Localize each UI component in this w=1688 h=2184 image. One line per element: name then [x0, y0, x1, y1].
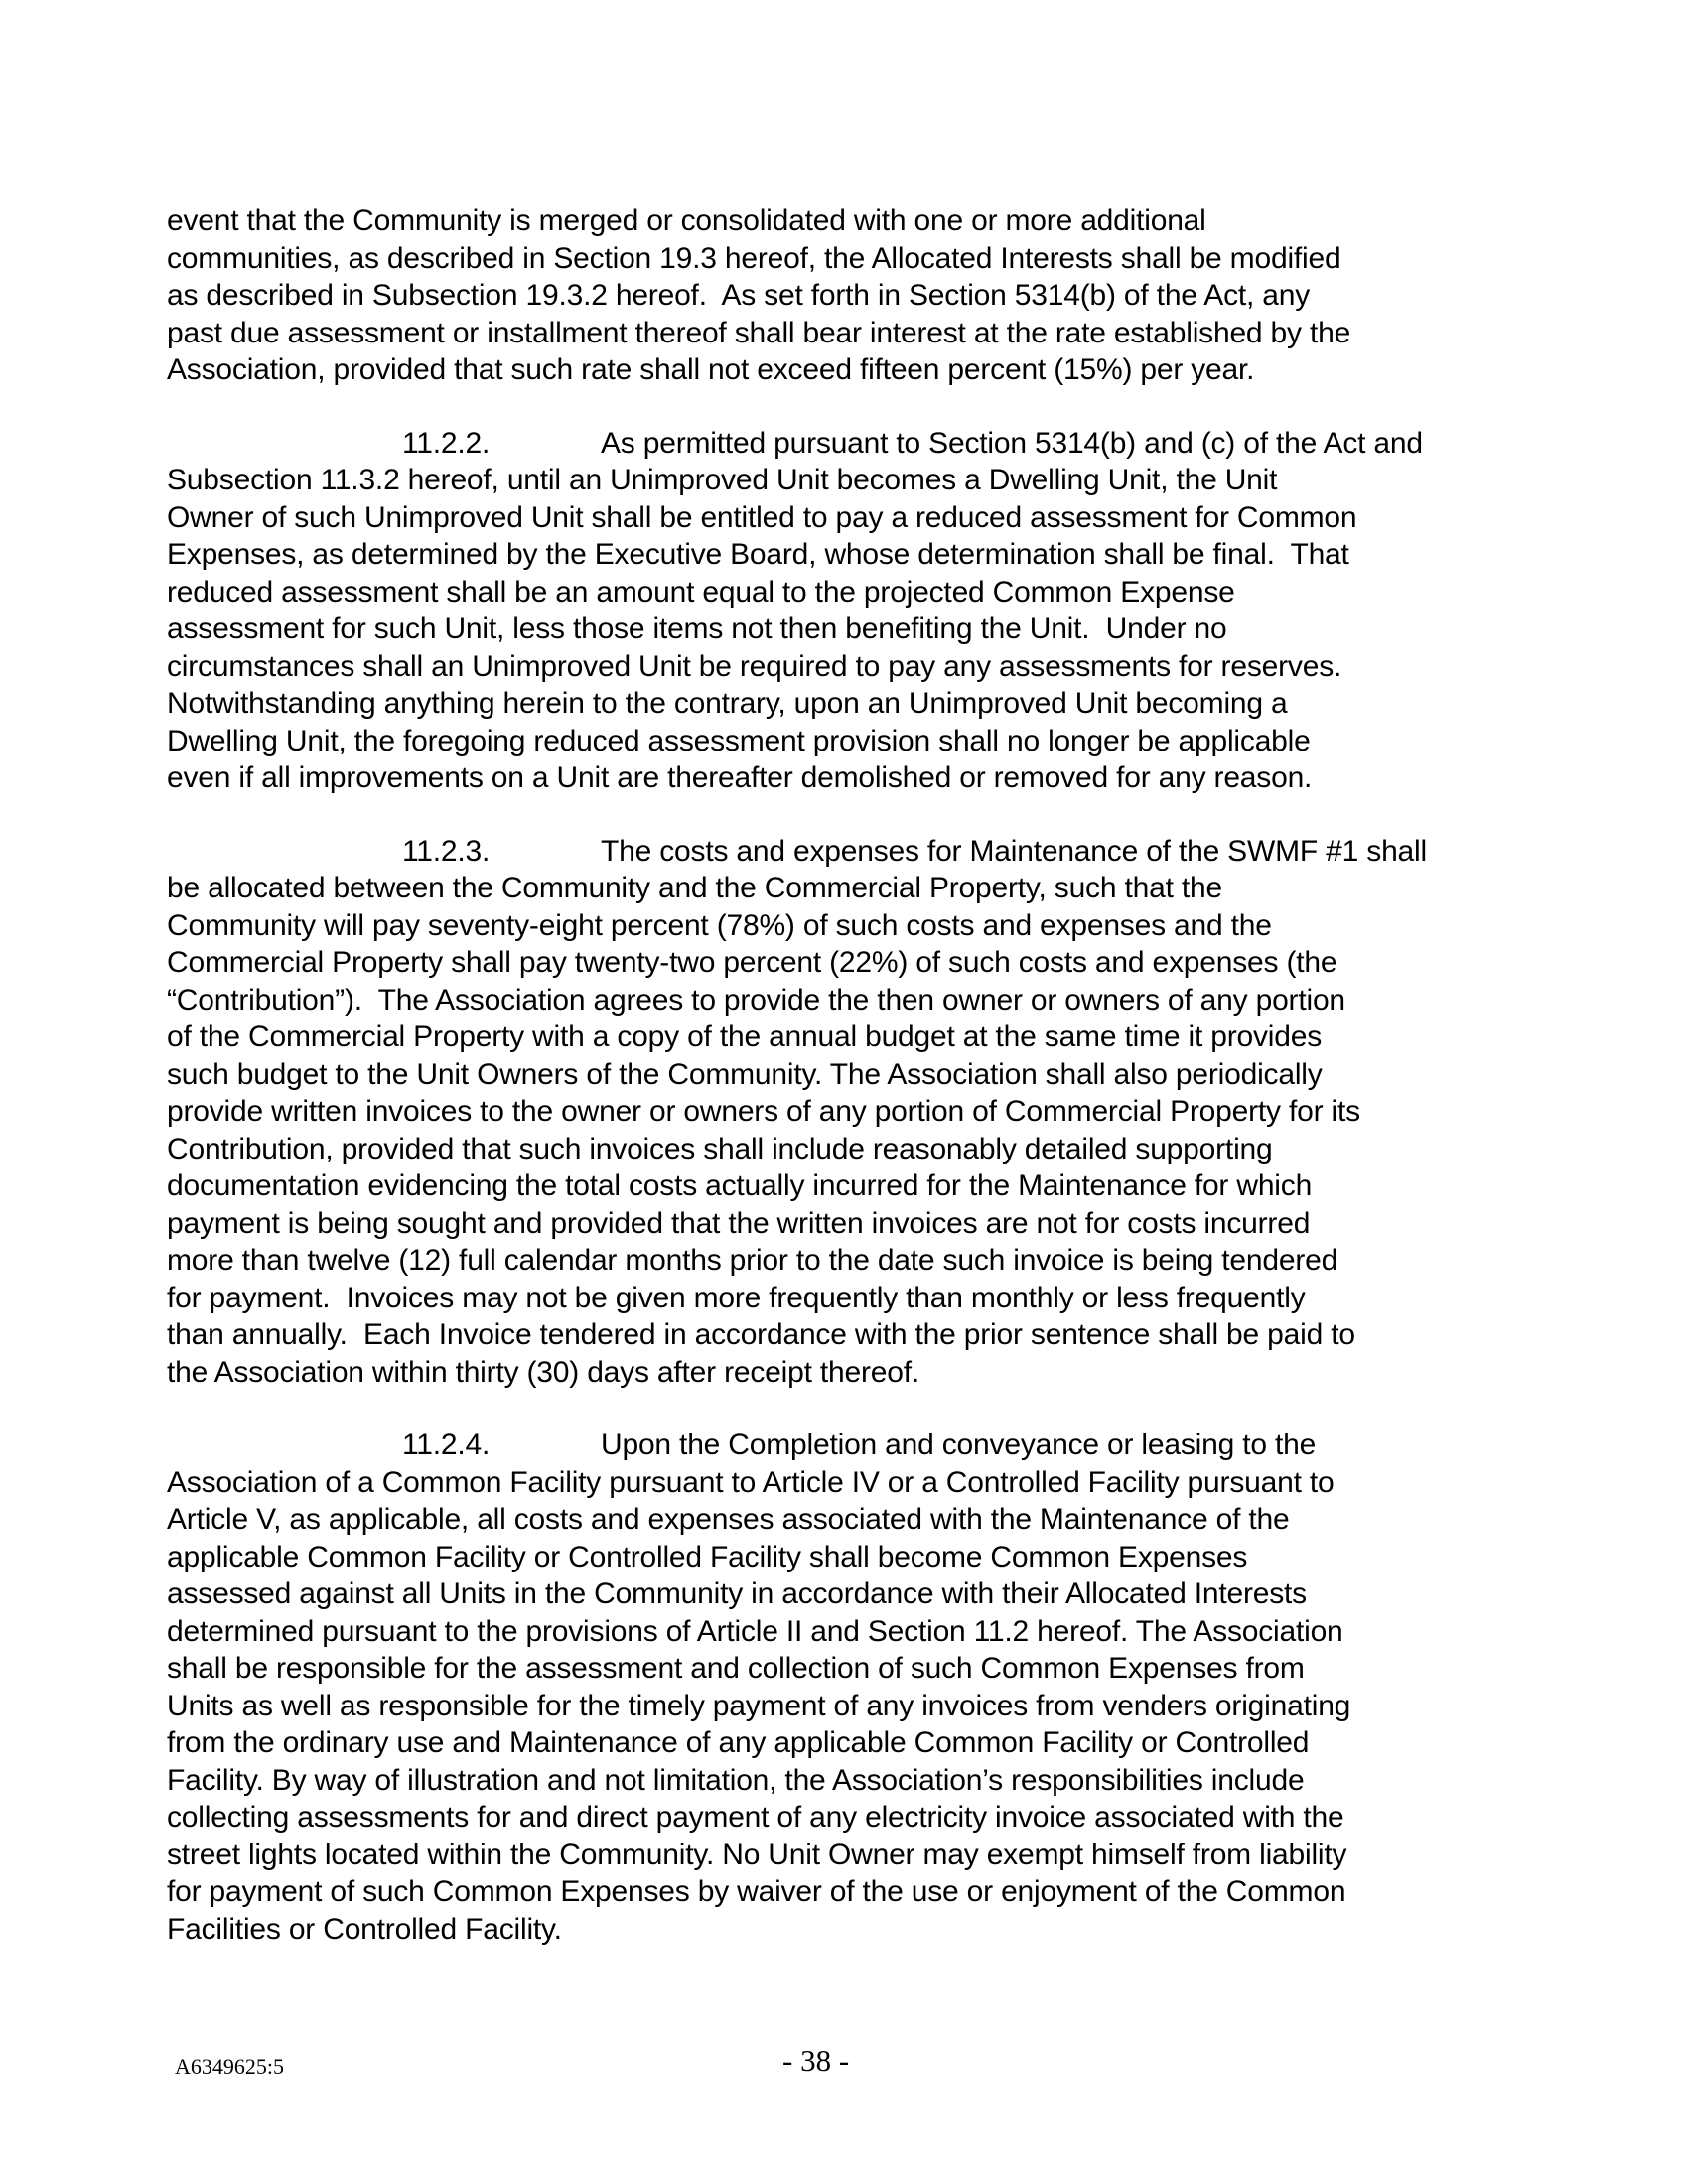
- text-line: Notwithstanding anything herein to the contrary, upon an Unimproved Unit becoming a: [167, 687, 1288, 720]
- text-line: Association, provided that such rate shall not exceed fifteen percent (15%) per year.: [167, 353, 1255, 386]
- text-line: Subsection 11.3.2 hereof, until an Unimproved Unit becomes a Dwelling Unit, the Unit: [167, 464, 1278, 496]
- text-line: than annually. Each Invoice tendered in accordance with the prior sentence shall be paid to: [167, 1318, 1355, 1351]
- text-line: reduced assessment shall be an amount equal to the projected Common Expense: [167, 575, 1235, 609]
- text-line: from the ordinary use and Maintenance of any applicable Common Facility or Controlled: [167, 1726, 1310, 1759]
- section-paragraph-11-2-4: [167, 1427, 1557, 1948]
- text-line: past due assessment or installment thereof shall bear interest at the rate established by the: [167, 316, 1351, 349]
- document-body: [167, 203, 1557, 1983]
- text-line: Facilities or Controlled Facility.: [167, 1912, 562, 1946]
- text-line: shall be responsible for the assessment and collection of such Common Expenses from: [167, 1652, 1305, 1685]
- text-line: [167, 425, 1557, 463]
- text-line: Expenses, as determined by the Executive Board, whose determination shall be final. That: [167, 538, 1349, 571]
- text-line: as described in Subsection 19.3.2 hereof. As set forth in Section 5314(b) of the Act, any: [167, 279, 1311, 312]
- text-line: even if all improvements on a Unit are thereafter demolished or removed for any reason.: [167, 761, 1313, 794]
- section-paragraph-11-2-2: [167, 425, 1557, 797]
- continuation-paragraph: [167, 203, 1557, 389]
- text-line: street lights located within the Community. No Unit Owner may exempt himself from liability: [167, 1838, 1347, 1871]
- text-line: circumstances shall an Unimproved Unit be required to pay any assessments for reserves.: [167, 649, 1342, 683]
- text-line: assessed against all Units in the Community in accordance with their Allocated Interests: [167, 1577, 1307, 1610]
- section-first-line-text: The costs and expenses for Maintenance of the SWMF #1 shall: [601, 834, 1427, 868]
- text-line: Commercial Property shall pay twenty-two percent (22%) of such costs and expenses (the: [167, 946, 1337, 979]
- text-line: Facility. By way of illustration and not limitation, the Association’s responsibilities include: [167, 1763, 1305, 1797]
- text-line: communities, as described in Section 19.3 hereof, the Allocated Interests shall be modified: [167, 241, 1341, 275]
- text-line: collecting assessments for and direct payment of any electricity invoice associated with the: [167, 1801, 1344, 1834]
- text-line: Association of a Common Facility pursuant to Article IV or a Controlled Facility pursuant to: [167, 1465, 1335, 1499]
- text-line: Units as well as responsible for the timely payment of any invoices from venders originating: [167, 1689, 1351, 1722]
- section-number: 11.2.2.: [402, 426, 491, 460]
- text-line: for payment of such Common Expenses by waiver of the use or enjoyment of the Common: [167, 1875, 1346, 1908]
- text-line: payment is being sought and provided that the written invoices are not for costs incurred: [167, 1206, 1311, 1240]
- text-line: of the Commercial Property with a copy of the annual budget at the same time it provides: [167, 1021, 1323, 1053]
- text-line: [167, 833, 1557, 871]
- page-footer: [0, 2040, 1688, 2090]
- text-line: documentation evidencing the total costs actually incurred for the Maintenance for which: [167, 1169, 1313, 1202]
- text-line: applicable Common Facility or Controlled Facility shall become Common Expenses: [167, 1540, 1248, 1573]
- text-line: Contribution, provided that such invoices shall include reasonably detailed supporting: [167, 1132, 1273, 1165]
- text-line: Dwelling Unit, the foregoing reduced assessment provision shall no longer be applicable: [167, 724, 1311, 757]
- text-line: [167, 1427, 1557, 1464]
- text-line: be allocated between the Community and the Commercial Property, such that the: [167, 872, 1222, 904]
- section-number: 11.2.3.: [402, 834, 491, 868]
- text-line: determined pursuant to the provisions of Article II and Section 11.2 hereof. The Association: [167, 1614, 1343, 1648]
- text-line: Article V, as applicable, all costs and expenses associated with the Maintenance of the: [167, 1503, 1290, 1536]
- text-line: for payment. Invoices may not be given more frequently than monthly or less frequently: [167, 1281, 1306, 1314]
- text-line: such budget to the Unit Owners of the Community. The Association shall also periodically: [167, 1057, 1323, 1091]
- text-line: the Association within thirty (30) days after receipt thereof.: [167, 1355, 919, 1389]
- section-first-line-text: As permitted pursuant to Section 5314(b) and (c) of the Act and: [601, 426, 1423, 460]
- text-line: event that the Community is merged or consolidated with one or more additional: [167, 205, 1206, 237]
- text-line: more than twelve (12) full calendar months prior to the date such invoice is being tendered: [167, 1244, 1338, 1277]
- section-paragraph-11-2-3: [167, 833, 1557, 1392]
- text-line: Owner of such Unimproved Unit shall be entitled to pay a reduced assessment for Common: [167, 500, 1357, 534]
- document-id: A6349625:5: [175, 2054, 284, 2079]
- text-line: Community will pay seventy-eight percent (78%) of such costs and expenses and the: [167, 908, 1272, 942]
- text-line: “Contribution”). The Association agrees to provide the then owner or owners of any portion: [167, 983, 1345, 1017]
- page-number: - 38 -: [782, 2043, 850, 2078]
- text-line: provide written invoices to the owner or owners of any portion of Commercial Property for its: [167, 1095, 1360, 1128]
- section-first-line-text: Upon the Completion and conveyance or leasing to the: [601, 1429, 1317, 1461]
- section-number: 11.2.4.: [402, 1429, 491, 1461]
- text-line: assessment for such Unit, less those items not then benefiting the Unit. Under no: [167, 613, 1227, 645]
